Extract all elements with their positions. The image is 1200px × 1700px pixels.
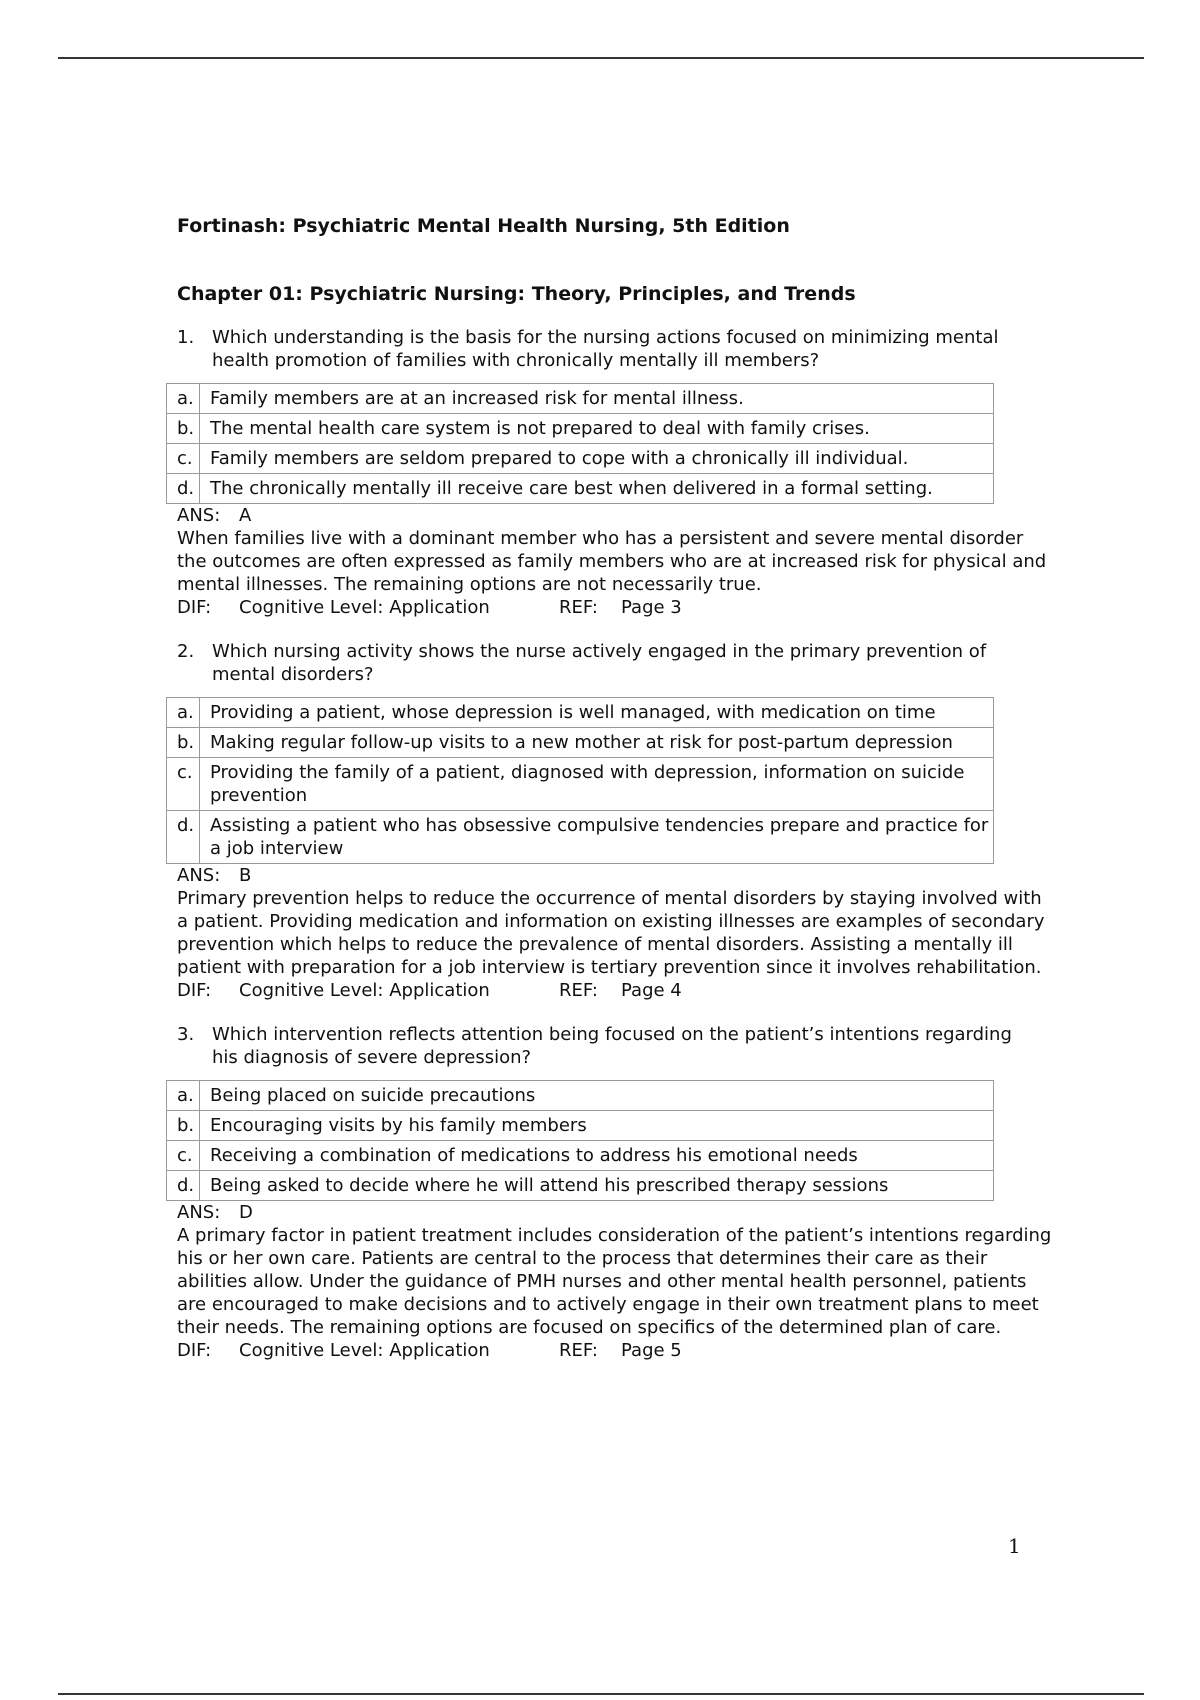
rationale: When families live with a dominant member who has a persistent and severe mental disorder the outcomes are often expressed as family members who are at increased risk for physical and mental illnesses. The remaining options are not necessarily true. [177,528,1047,595]
choice-row [167,758,994,811]
choice-row [167,414,994,444]
choice-letter: d. [167,1171,200,1201]
answer-label: ANS: [177,1202,221,1223]
choice-letter: b. [167,728,200,758]
question-text: Which intervention reflects attention being focused on the patient’s intentions regarding his diagnosis of severe depression? [212,1024,1012,1068]
question-stem [177,326,1057,372]
choice-row [167,698,994,728]
choice-text: Being asked to decide where he will attend his prescribed therapy sessions [200,1171,994,1201]
choice-text: The mental health care system is not prepared to deal with family crises. [200,414,994,444]
answer-value: B [239,865,252,886]
question-number: 1. [177,327,195,348]
choice-row [167,474,994,504]
choice-row [167,444,994,474]
dif-label: DIF: [177,597,212,618]
choice-letter: c. [167,444,200,474]
choice-row [167,384,994,414]
choice-row [167,1111,994,1141]
ref-value: Page 3 [621,597,682,618]
choice-text: The chronically mentally ill receive care best when delivered in a formal setting. [200,474,994,504]
question-number: 2. [177,641,195,662]
choice-text: Family members are seldom prepared to cope with a chronically ill individual. [200,444,994,474]
meta-line [177,979,1057,1002]
ref-label: REF: [559,980,598,1001]
question-2 [177,640,1057,1002]
question-1 [177,326,1057,619]
choice-row [167,728,994,758]
ref-value: Page 4 [621,980,682,1001]
meta-line [177,1339,1057,1362]
choice-row [167,811,994,864]
question-number: 3. [177,1024,195,1045]
book-title: Fortinash: Psychiatric Mental Health Nursing, 5th Edition [177,215,790,237]
rationale: A primary factor in patient treatment includes consideration of the patient’s intentions regarding his or her own care. Patients are central to the process that determines their care as their abilities allow. Under the guidance of PMH nurses and other mental health personnel, patients are encouraged to make decisions and to actively engage in their own treatment plans to meet their needs. The remaining options are focused on specifics of the determined plan of care. [177,1225,1052,1338]
choice-text: Encouraging visits by his family members [200,1111,994,1141]
dif-value: Cognitive Level: Application [239,980,490,1001]
chapter-title: Chapter 01: Psychiatric Nursing: Theory, Principles, and Trends [177,283,856,305]
choice-text: Assisting a patient who has obsessive compulsive tendencies prepare and practice for a job interview [200,811,994,864]
ref-value: Page 5 [621,1340,682,1361]
choices-table [166,383,994,504]
choice-letter: d. [167,474,200,504]
question-text: Which understanding is the basis for the nursing actions focused on minimizing mental health promotion of families with chronically mentally ill members? [212,327,999,371]
bottom-rule [58,1693,1144,1695]
choice-text: Family members are at an increased risk for mental illness. [200,384,994,414]
choice-row [167,1141,994,1171]
choices-table [166,697,994,864]
choice-text: Providing a patient, whose depression is well managed, with medication on time [200,698,994,728]
question-text: Which nursing activity shows the nurse actively engaged in the primary prevention of mental disorders? [212,641,987,685]
answer-value: D [239,1202,253,1223]
answer-label: ANS: [177,505,221,526]
document-body [177,214,1057,1362]
choice-letter: a. [167,698,200,728]
rationale: Primary prevention helps to reduce the occurrence of mental disorders by staying involved with a patient. Providing medication and information on existing illnesses are examples of secondary prevention which helps to reduce the prevalence of mental disorders. Assisting a mentally ill patient with preparation for a job interview is tertiary prevention since it involves rehabilitation. [177,888,1045,978]
dif-value: Cognitive Level: Application [239,1340,490,1361]
dif-label: DIF: [177,1340,212,1361]
choice-row [167,1171,994,1201]
question-stem [177,640,1057,686]
question-3 [177,1023,1057,1362]
meta-line [177,596,1057,619]
page-number: 1 [1008,1534,1021,1558]
choice-text: Providing the family of a patient, diagnosed with depression, information on suicide prevention [200,758,994,811]
choice-letter: b. [167,1111,200,1141]
answer-line [177,864,1057,887]
choices-table [166,1080,994,1201]
choice-text: Making regular follow-up visits to a new mother at risk for post-partum depression [200,728,994,758]
answer-label: ANS: [177,865,221,886]
choice-letter: b. [167,414,200,444]
choice-text: Being placed on suicide precautions [200,1081,994,1111]
ref-label: REF: [559,1340,598,1361]
ref-label: REF: [559,597,598,618]
dif-value: Cognitive Level: Application [239,597,490,618]
answer-line [177,504,1057,527]
question-stem [177,1023,1057,1069]
choice-letter: a. [167,1081,200,1111]
choice-letter: d. [167,811,200,864]
choice-letter: a. [167,384,200,414]
answer-value: A [239,505,252,526]
choice-row [167,1081,994,1111]
choice-letter: c. [167,1141,200,1171]
choice-text: Receiving a combination of medications to address his emotional needs [200,1141,994,1171]
top-rule [58,57,1144,59]
dif-label: DIF: [177,980,212,1001]
choice-letter: c. [167,758,200,811]
answer-line [177,1201,1057,1224]
